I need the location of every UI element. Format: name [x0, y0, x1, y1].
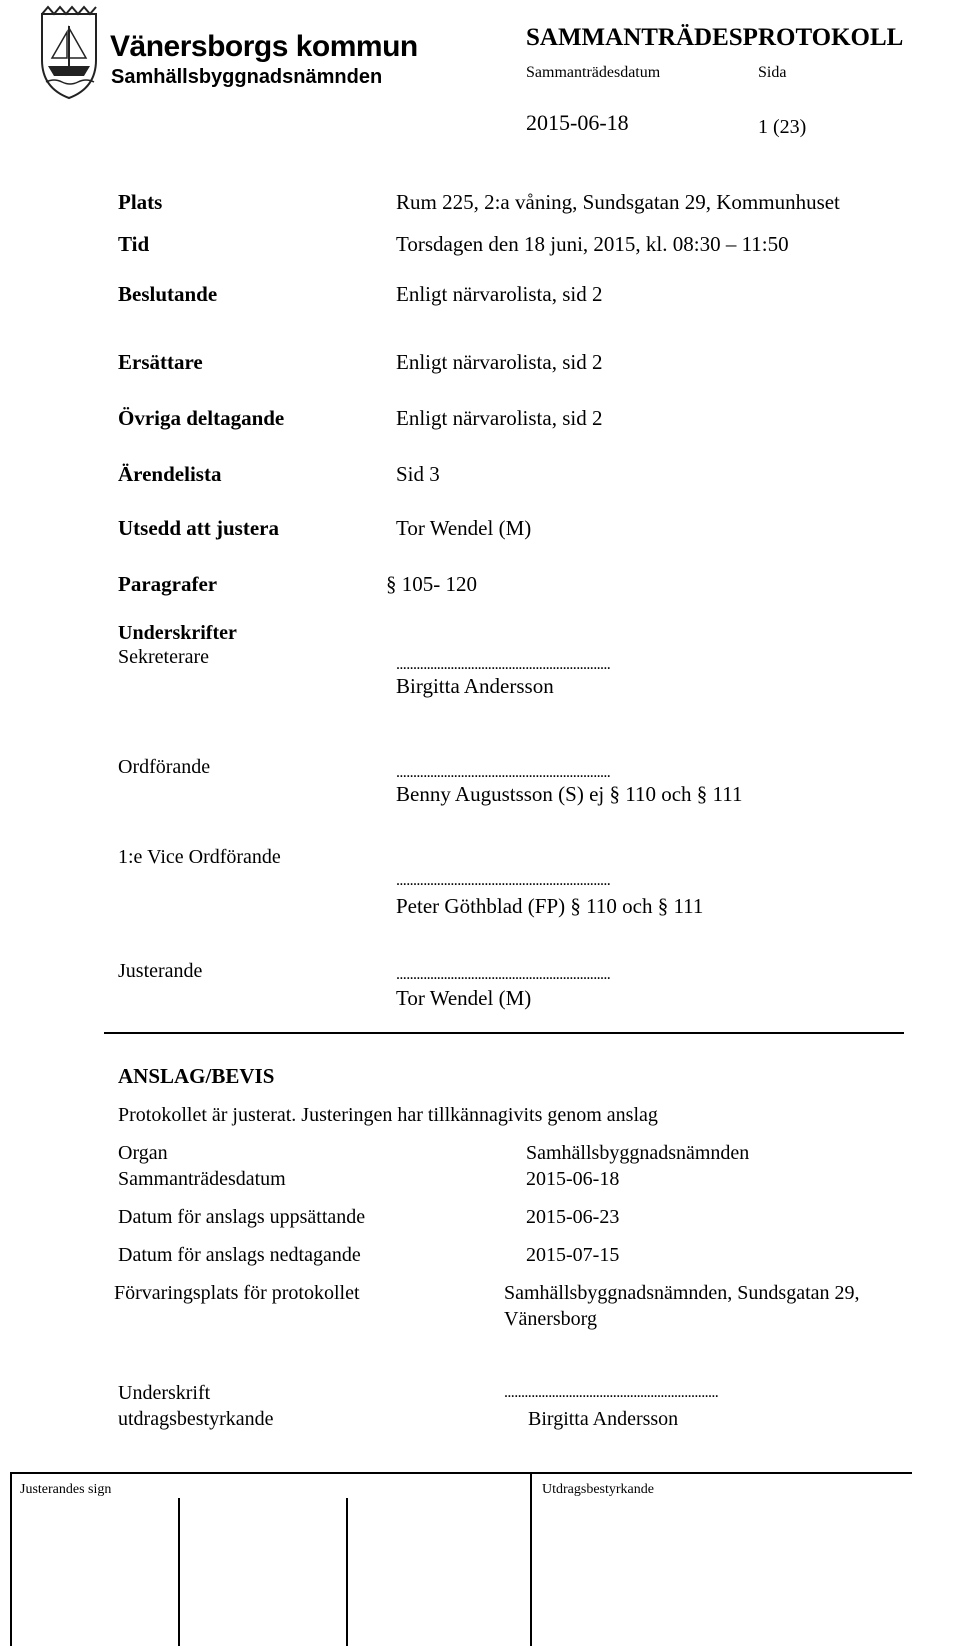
footer-divider-2: [346, 1498, 348, 1646]
ordforande-signature-line: ...............................................................: [396, 764, 611, 781]
ordforande-name: Benny Augustsson (S) ej § 110 och § 111: [396, 782, 743, 806]
ersattare-value: Enligt närvarolista, sid 2: [396, 350, 603, 374]
footer-divider-1: [178, 1498, 180, 1646]
utdragsbestyrkande-label: Utdragsbestyrkande: [542, 1482, 654, 1497]
section-divider: [104, 1032, 904, 1034]
justerande-label: Justerande: [118, 960, 203, 982]
ordforande-label: Ordförande: [118, 756, 211, 778]
ovriga-value: Enligt närvarolista, sid 2: [396, 406, 603, 430]
sekreterare-name: Birgitta Andersson: [396, 674, 554, 698]
footer-left-rule: [10, 1472, 12, 1646]
anslag-intro: Protokollet är justerat. Justeringen har tillkännagivits genom anslag: [118, 1104, 658, 1126]
footer-top-rule: [10, 1472, 912, 1474]
uppsattande-value: 2015-06-23: [526, 1206, 620, 1228]
forvaring-label: Förvaringsplats för protokollet: [114, 1282, 360, 1304]
forvaring-value-line2: Vänersborg: [504, 1308, 597, 1330]
nedtagande-label: Datum för anslags nedtagande: [118, 1244, 361, 1266]
nedtagande-value: 2015-07-15: [526, 1244, 620, 1266]
underskrift-label-line1: Underskrift: [118, 1382, 211, 1404]
uppsattande-label: Datum för anslags uppsättande: [118, 1206, 366, 1228]
justerande-name: Tor Wendel (M): [396, 986, 532, 1010]
vice-ordforande-label: 1:e Vice Ordförande: [118, 846, 281, 868]
beslutande-label: Beslutande: [118, 282, 218, 306]
anslag-datum-value: 2015-06-18: [526, 1168, 620, 1190]
plats-label: Plats: [118, 190, 163, 214]
sekreterare-label: Sekreterare: [118, 646, 210, 668]
tid-value: Torsdagen den 18 juni, 2015, kl. 08:30 – 11:50: [396, 232, 789, 256]
plats-value: Rum 225, 2:a våning, Sundsgatan 29, Kommunhuset: [396, 190, 840, 214]
vice-ordforande-name: Peter Göthblad (FP) § 110 och § 111: [396, 894, 704, 918]
meeting-date: 2015-06-18: [526, 110, 629, 135]
underskrifter-heading: Underskrifter: [118, 622, 237, 644]
tid-label: Tid: [118, 232, 150, 256]
justerande-signature-line: ...............................................................: [396, 966, 611, 983]
document-title: SAMMANTRÄDESPROTOKOLL: [526, 24, 904, 51]
anslag-datum-label: Sammanträdesdatum: [118, 1168, 286, 1190]
sekreterare-signature-line: ...............................................................: [396, 656, 611, 673]
arendelista-value: Sid 3: [396, 462, 440, 486]
arendelista-label: Ärendelista: [118, 462, 222, 486]
justera-label: Utsedd att justera: [118, 516, 279, 540]
underskrift-name: Birgitta Andersson: [528, 1408, 679, 1430]
organ-value: Samhällsbyggnadsnämnden: [526, 1142, 750, 1164]
paragrafer-label: Paragrafer: [118, 572, 218, 596]
date-label: Sammanträdesdatum: [526, 64, 661, 81]
vice-ordforande-signature-line: ...............................................................: [396, 872, 611, 889]
anslag-heading: ANSLAG/BEVIS: [118, 1064, 275, 1088]
footer-divider-3: [530, 1472, 532, 1646]
page-label: Sida: [758, 64, 787, 81]
justera-value: Tor Wendel (M): [396, 516, 532, 540]
municipality-crest-logo: [38, 4, 100, 100]
org-unit: Samhällsbyggnadsnämnden: [111, 66, 383, 88]
page-number: 1 (23): [758, 116, 807, 138]
ersattare-label: Ersättare: [118, 350, 203, 374]
beslutande-value: Enligt närvarolista, sid 2: [396, 282, 603, 306]
forvaring-value-line1: Samhällsbyggnadsnämnden, Sundsgatan 29,: [504, 1282, 860, 1304]
ovriga-label: Övriga deltagande: [118, 406, 285, 430]
organ-label: Organ: [118, 1142, 168, 1164]
underskrift-signature-line: ...............................................................: [504, 1384, 719, 1401]
org-name: Vänersborgs kommun: [110, 30, 418, 63]
paragrafer-value: § 105- 120: [386, 572, 477, 596]
justerandes-sign-label: Justerandes sign: [20, 1482, 112, 1497]
underskrift-label-line2: utdragsbestyrkande: [118, 1408, 274, 1430]
